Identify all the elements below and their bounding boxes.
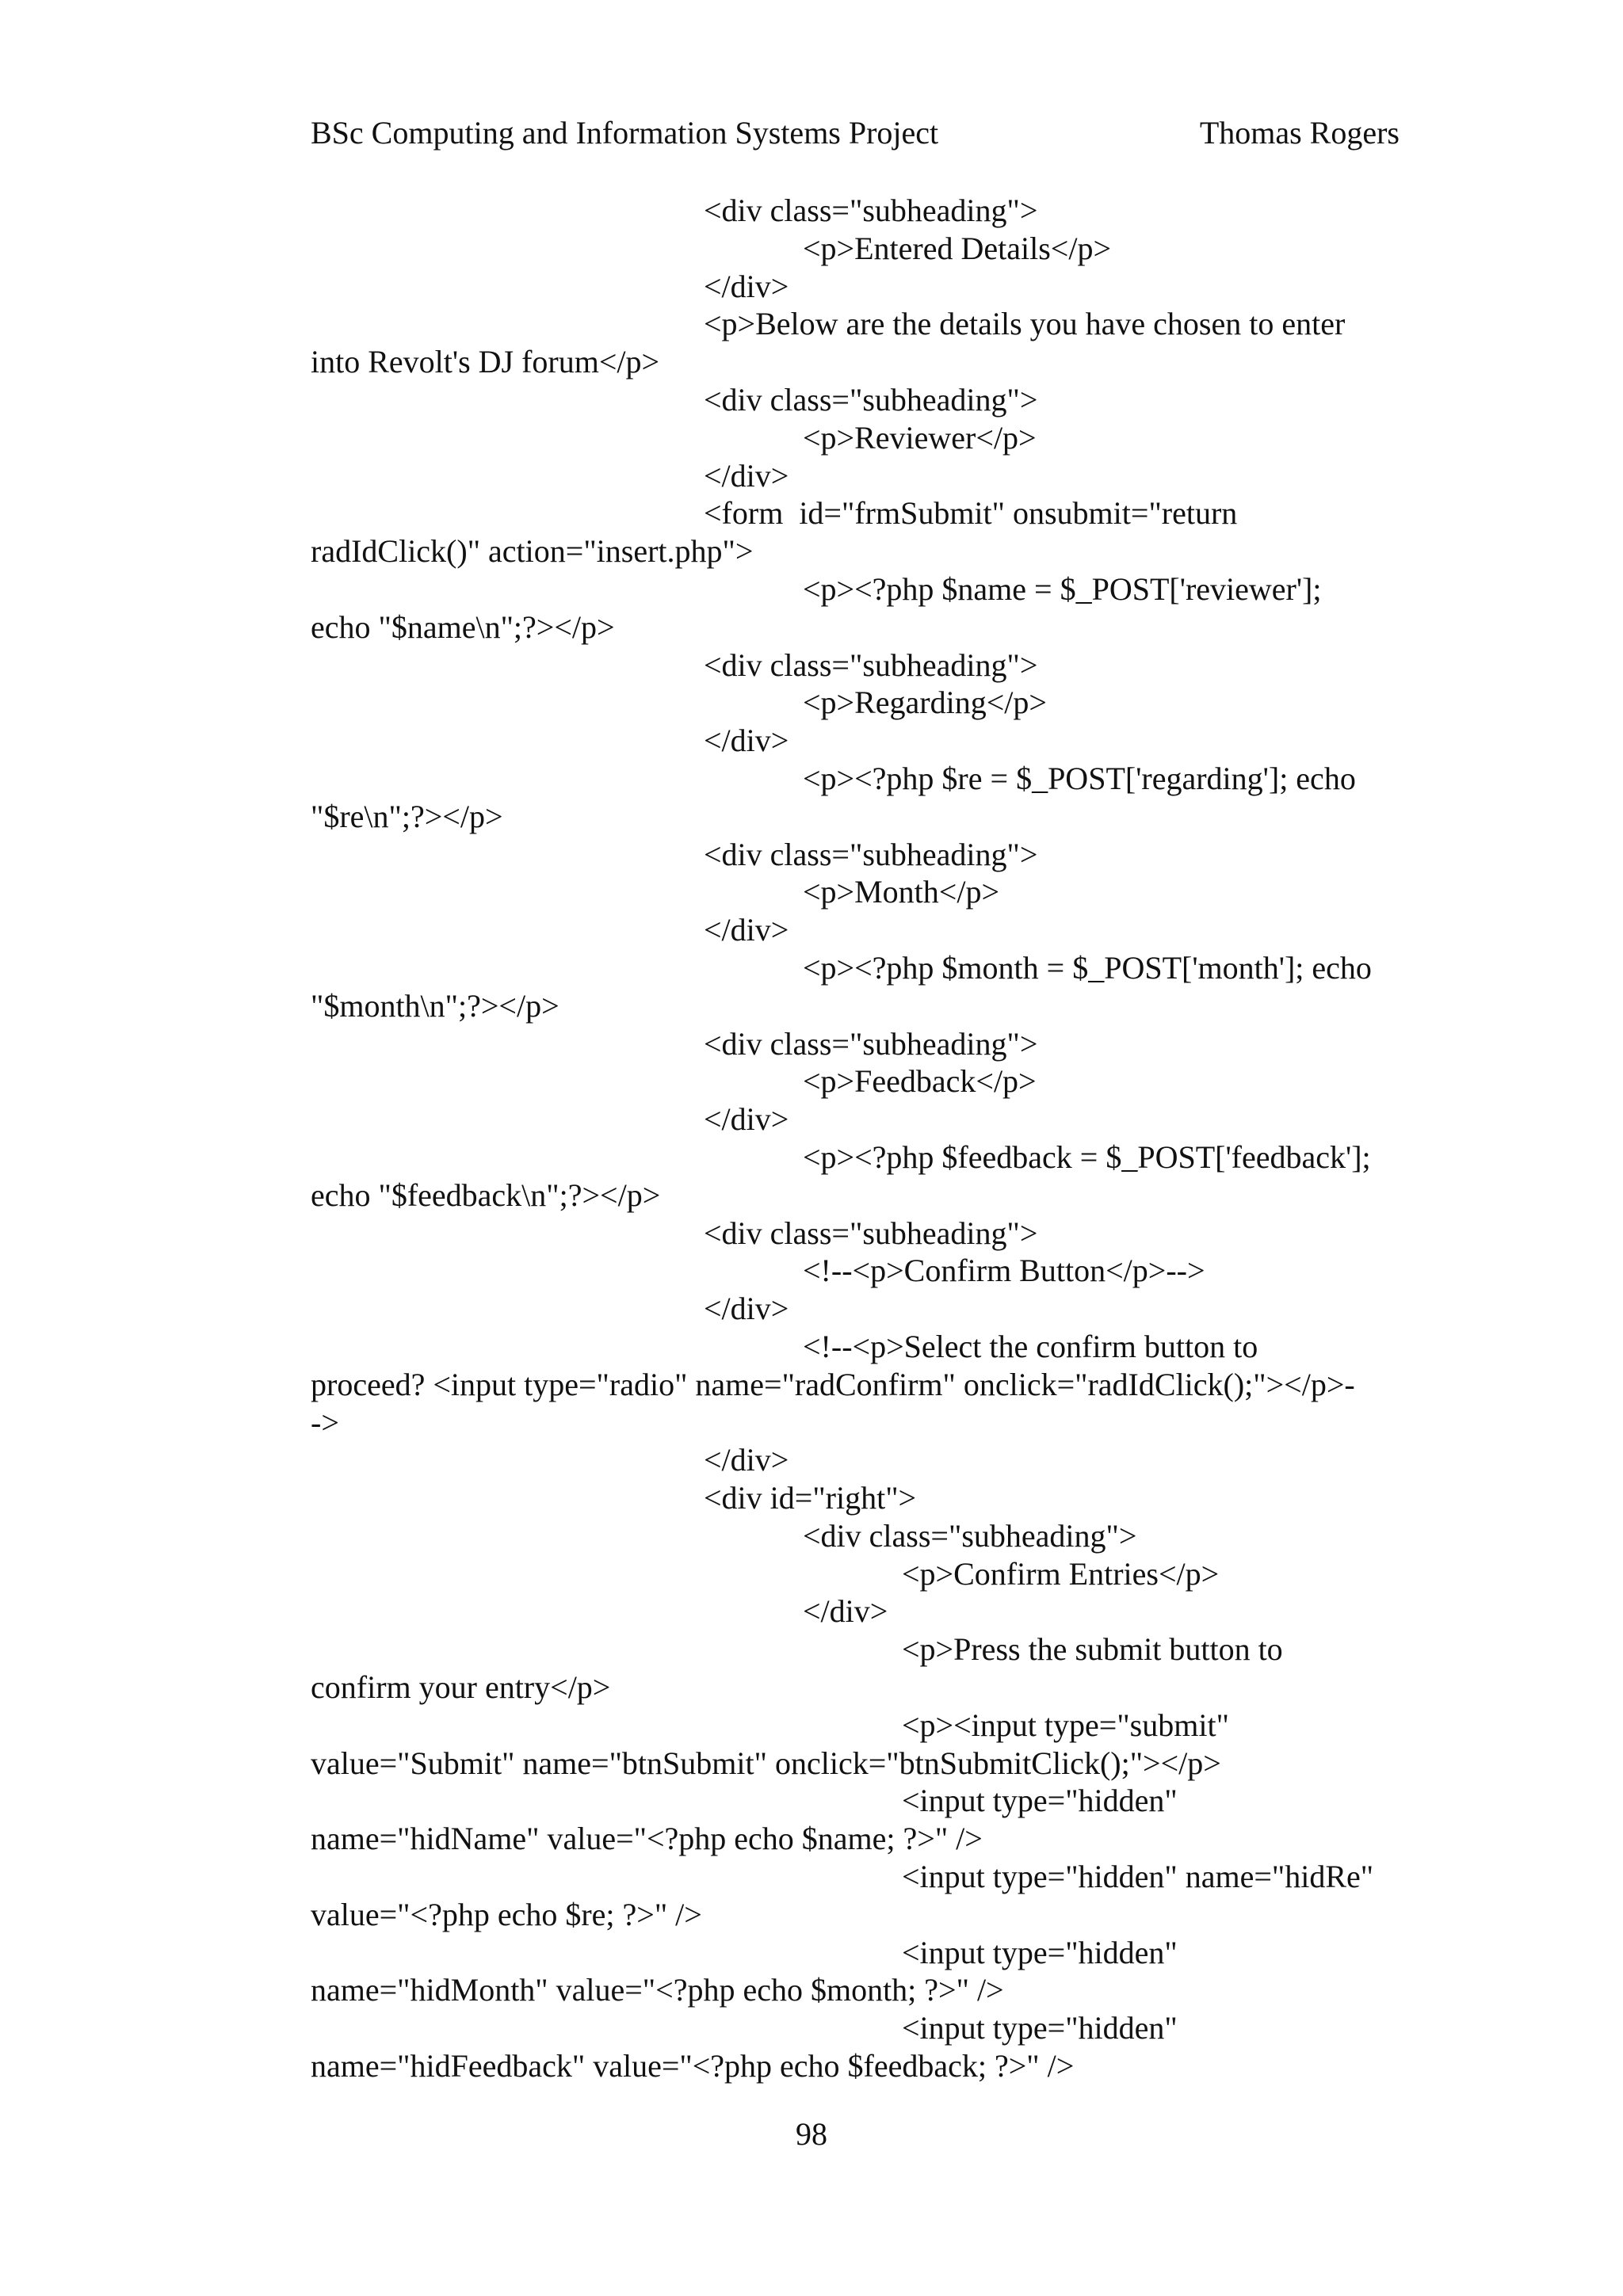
code-line: <input type="hidden" [902,2010,1178,2046]
code-line: <p>Entered Details</p> [803,230,1112,266]
code-line: value="Submit" name="btnSubmit" onclick="btnSubmitClick();"></p> [311,1745,1221,1781]
code-line: </div> [704,723,789,759]
code-line: into Revolt's DJ forum</p> [311,344,660,380]
code-line: <div class="subheading"> [704,193,1038,228]
code-line: <div class="subheading"> [704,646,1038,683]
code-line: <!--<p>Select the confirm button to [803,1328,1258,1364]
code-line: name="hidFeedback" value="<?php echo $feedback; ?>" /> [311,2048,1075,2084]
code-line: echo "$name\n";?></p> [311,608,615,645]
code-line: <input type="hidden" name="hidRe" [902,1859,1374,1895]
code-line: <div class="subheading"> [803,1517,1137,1554]
running-header [311,109,1400,157]
code-line: <p><?php $feedback = $_POST['feedback']; [803,1138,1371,1175]
code-line: <input type="hidden" [902,1934,1178,1970]
code-line: </div> [704,912,789,948]
code-line: radIdClick()" action="insert.php"> [311,533,754,570]
code-line: <p>Confirm Entries</p> [902,1555,1220,1592]
code-line: "$month\n";?></p> [311,987,559,1024]
code-line: <div class="subheading"> [704,836,1038,872]
code-line: name="hidName" value="<?php echo $name; ?>" /> [311,1821,983,1857]
code-line: <p>Press the submit button to [902,1631,1283,1668]
code-line: -> [311,1404,339,1440]
code-line: proceed? <input type="radio" name="radConfirm" onclick="radIdClick();"></p>- [311,1366,1355,1402]
code-line: <form id="frmSubmit" onsubmit="return [704,495,1238,532]
header-author: Thomas Rogers [1199,115,1400,151]
header-project-title: BSc Computing and Information Systems Project [311,115,939,151]
code-line: <p>Below are the details you have chosen to enter [704,306,1346,342]
code-line: <p>Regarding</p> [803,685,1047,721]
code-line: </div> [803,1593,888,1630]
page-number: 98 [796,2116,827,2152]
code-line: <input type="hidden" [902,1783,1178,1819]
code-line: <div class="subheading"> [704,381,1038,418]
code-line: <div id="right"> [704,1480,917,1516]
code-line: "$re\n";?></p> [311,798,503,834]
code-line: <p>Month</p> [803,874,1000,910]
code-line: </div> [704,1442,789,1478]
code-line: <p>Reviewer</p> [803,419,1037,456]
code-line: <p><input type="submit" [902,1707,1229,1743]
code-line: <p>Feedback</p> [803,1063,1037,1100]
code-listing [311,192,1404,2085]
code-line: </div> [704,1101,789,1138]
code-line: <div class="subheading"> [704,1025,1038,1062]
code-line: value="<?php echo $re; ?>" /> [311,1896,702,1932]
code-line: <p><?php $re = $_POST['regarding']; echo [803,760,1356,796]
code-line: confirm your entry</p> [311,1669,611,1706]
code-line: <p><?php $month = $_POST['month']; echo [803,949,1372,986]
code-line: </div> [704,457,789,494]
code-line: name="hidMonth" value="<?php echo $month; ?>" /> [311,1972,1004,2008]
code-line: <p><?php $name = $_POST['reviewer']; [803,570,1322,607]
code-line: echo "$feedback\n";?></p> [311,1177,661,1213]
code-line: </div> [704,1291,789,1327]
code-line: <div class="subheading"> [704,1215,1038,1251]
code-line: <!--<p>Confirm Button</p>--> [803,1253,1205,1289]
code-line: </div> [704,268,789,304]
